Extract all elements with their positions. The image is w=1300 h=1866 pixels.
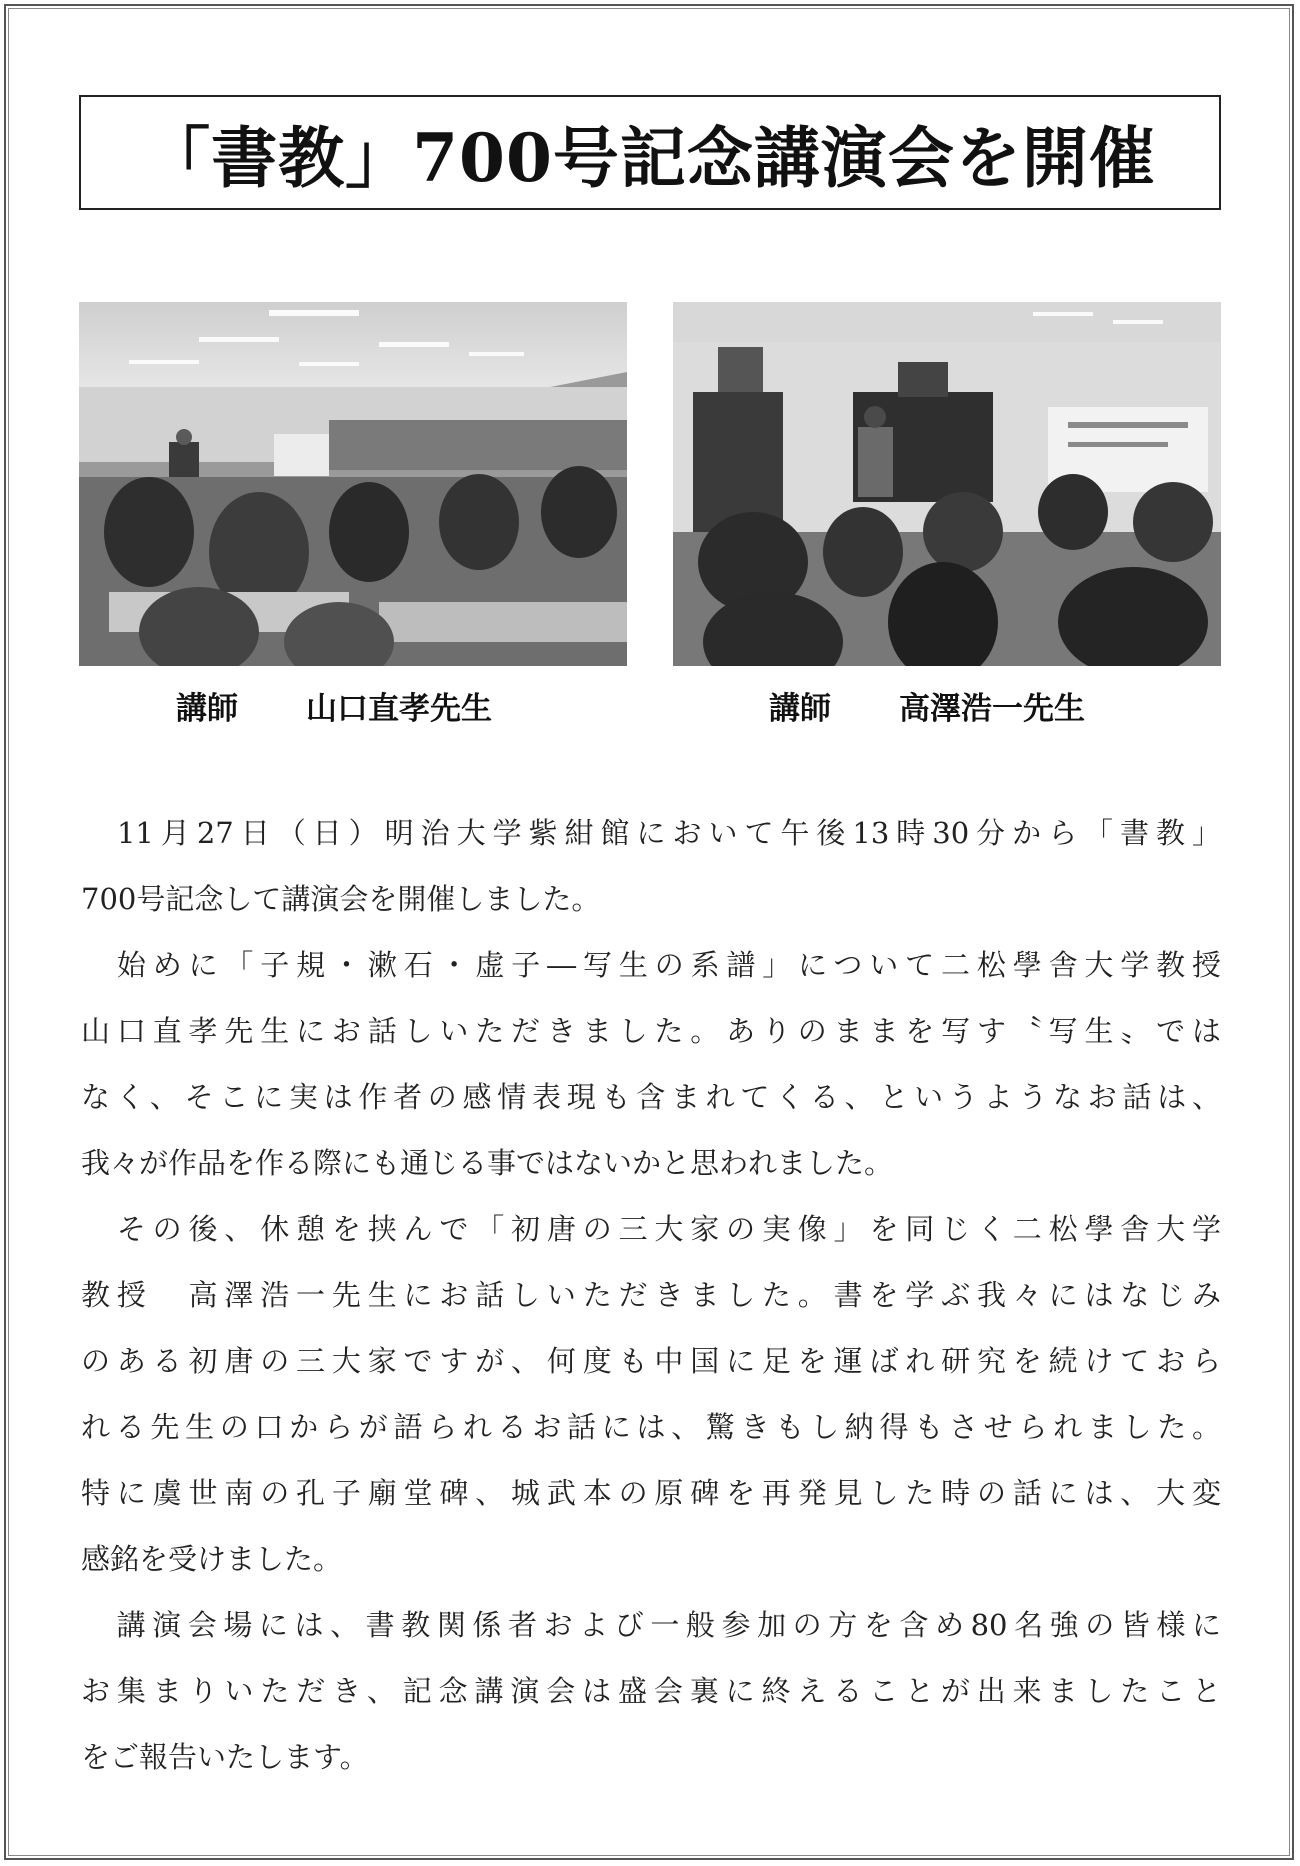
- body-line: 特に虞世南の孔子廟堂碑、城武本の原碑を再発見した時の話には、大変: [81, 1476, 1221, 1510]
- body-line: のある初唐の三大家ですが、何度も中国に足を運ばれ研究を続けておら: [81, 1344, 1221, 1378]
- caption-speaker-name: 山口直孝先生: [306, 690, 492, 727]
- body-line: 700号記念して講演会を開催しました。: [81, 882, 601, 916]
- body-line: 始めに「子規・漱石・虚子―写生の系譜」について二松學舎大学教授: [81, 948, 1221, 982]
- caption-role: 講師: [176, 690, 238, 727]
- body-line: お集まりいただき、記念講演会は盛会裏に終えることが出来ましたこと: [81, 1674, 1221, 1708]
- caption-role: 講師: [769, 690, 831, 727]
- lecture-photo-left-image: [79, 302, 627, 666]
- lecture-photo-left: [79, 302, 627, 666]
- title-box: [79, 95, 1221, 210]
- caption-speaker-name: 高澤浩一先生: [899, 690, 1085, 727]
- body-line: 山口直孝先生にお話しいただきました。ありのままを写す〝写生〟では: [81, 1014, 1221, 1048]
- body-line: 感銘を受けました。: [81, 1542, 343, 1576]
- photo-caption-right: [769, 680, 1085, 730]
- page-title: 「書教」700号記念講演会を開催: [144, 119, 1156, 197]
- body-line: その後、休憩を挟んで「初唐の三大家の実像」を同じく二松學舎大学: [81, 1212, 1221, 1246]
- lecture-photo-right: [673, 302, 1221, 666]
- body-line: 我々が作品を作る際にも通じる事ではないかと思われました。: [81, 1146, 894, 1180]
- photo-caption-left: [176, 680, 492, 730]
- article-body: [81, 800, 1221, 1790]
- body-line: をご報告いたします。: [81, 1740, 369, 1774]
- body-line: 講演会場には、書教関係者および一般参加の方を含め80名強の皆様に: [81, 1608, 1221, 1642]
- body-line: 11月27日（日）明治大学紫紺館において午後13時30分から「書教」: [81, 816, 1221, 850]
- body-line: 教授 高澤浩一先生にお話しいただきました。書を学ぶ我々にはなじみ: [81, 1278, 1221, 1312]
- body-line: なく、そこに実は作者の感情表現も含まれてくる、というようなお話は、: [81, 1080, 1221, 1114]
- body-line: れる先生の口からが語られるお話には、驚きもし納得もさせられました。: [81, 1410, 1221, 1444]
- lecture-photo-right-image: [673, 302, 1221, 666]
